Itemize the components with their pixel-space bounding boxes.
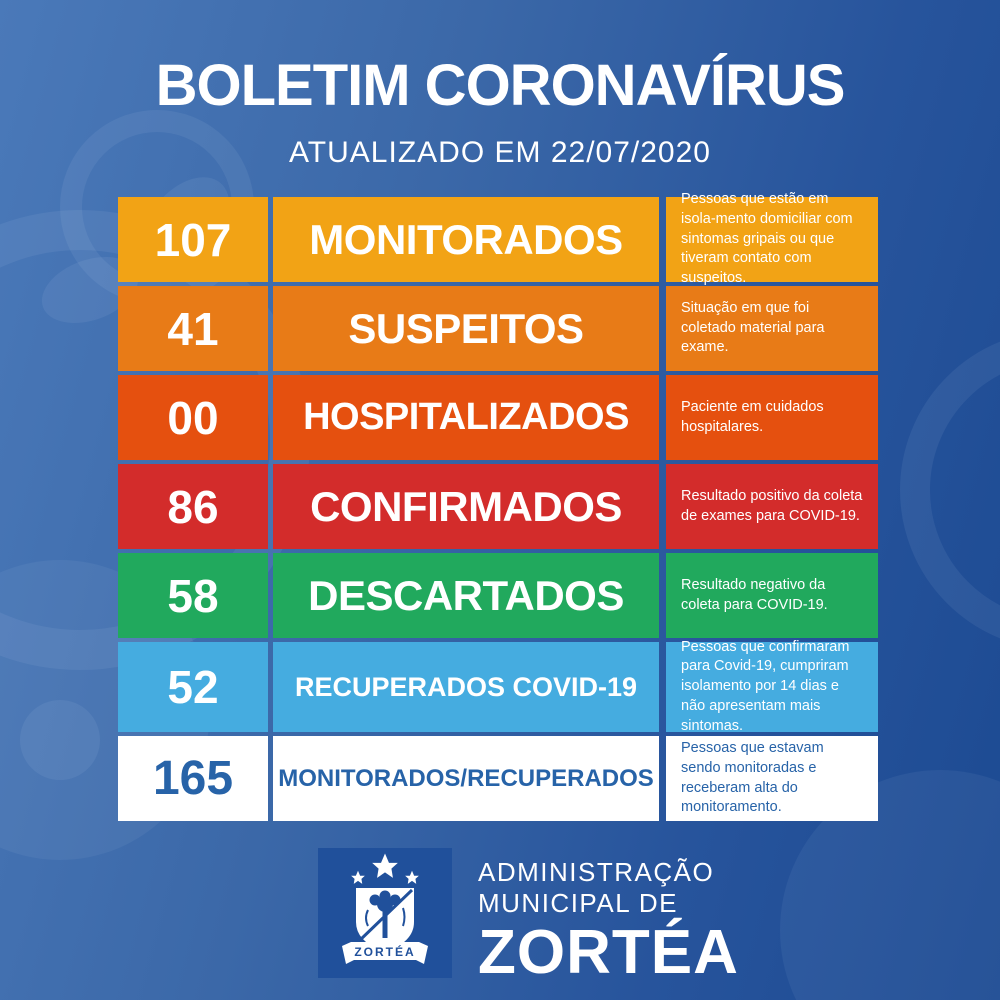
stat-row-confirmados <box>118 464 878 549</box>
stat-row-suspeitos <box>118 286 878 371</box>
stat-row-monitorados-recuperados <box>118 736 878 821</box>
stat-description: Resultado positivo da coleta de exames para COVID-19. <box>666 464 878 549</box>
crest-tree-canopy <box>380 891 391 902</box>
municipal-crest <box>318 848 452 978</box>
stat-value: 41 <box>118 286 268 371</box>
crest-star-icon <box>351 871 365 884</box>
crest-tree-trunk <box>383 908 388 938</box>
virus-watermark <box>20 700 100 780</box>
crest-star-icon <box>405 871 419 884</box>
stat-description: Paciente em cuidados hospitalares. <box>666 375 878 460</box>
zortea-coat-of-arms-icon <box>318 848 452 978</box>
stat-label: SUSPEITOS <box>273 286 659 371</box>
stat-value: 58 <box>118 553 268 638</box>
stat-label: DESCARTADOS <box>273 553 659 638</box>
stat-description: Pessoas que estavam sendo monitoradas e receberam alta do monitoramento. <box>666 736 878 821</box>
stat-row-hospitalizados <box>118 375 878 460</box>
org-name: ZORTÉA <box>478 918 739 988</box>
stat-label: RECUPERADOS COVID-19 <box>273 642 659 732</box>
stat-row-recuperados <box>118 638 878 734</box>
stat-label: CONFIRMADOS <box>273 464 659 549</box>
stat-value: 165 <box>118 736 268 821</box>
stat-row-descartados <box>118 553 878 638</box>
stat-label: HOSPITALIZADOS <box>273 375 659 460</box>
crest-banner-label: ZORTÉA <box>354 945 416 959</box>
stat-value: 107 <box>118 197 268 282</box>
stat-value: 00 <box>118 375 268 460</box>
stat-description: Situação em que foi coletado material para exame. <box>666 286 878 371</box>
stats-table <box>118 191 878 821</box>
stat-row-monitorados <box>118 191 878 287</box>
bulletin-title: BOLETIM CORONAVÍRUS <box>155 53 845 118</box>
virus-watermark <box>900 330 1000 650</box>
crest-star-icon <box>372 854 398 878</box>
footer-org-block <box>478 857 739 988</box>
stat-label: MONITORADOS/RECUPERADOS <box>273 736 659 821</box>
stat-value: 86 <box>118 464 268 549</box>
stat-value: 52 <box>118 642 268 732</box>
org-line1: ADMINISTRAÇÃO <box>478 857 715 887</box>
stat-description: Resultado negativo da coleta para COVID-19. <box>666 553 878 638</box>
org-line2: MUNICIPAL DE <box>478 888 679 919</box>
bulletin-update-date: ATUALIZADO EM 22/07/2020 <box>289 136 711 169</box>
stat-label: MONITORADOS <box>273 197 659 282</box>
stat-description: Pessoas que estão em isola-mento domiciliar com sintomas gripais ou que tiveram contato com suspeitos. <box>666 197 878 282</box>
stat-description: Pessoas que confirmaram para Covid-19, cumpriram isolamento por 14 dias e não apresentam mais sintomas. <box>666 642 878 732</box>
crest-tree-canopy <box>390 895 401 906</box>
crest-tree-canopy <box>370 895 381 906</box>
